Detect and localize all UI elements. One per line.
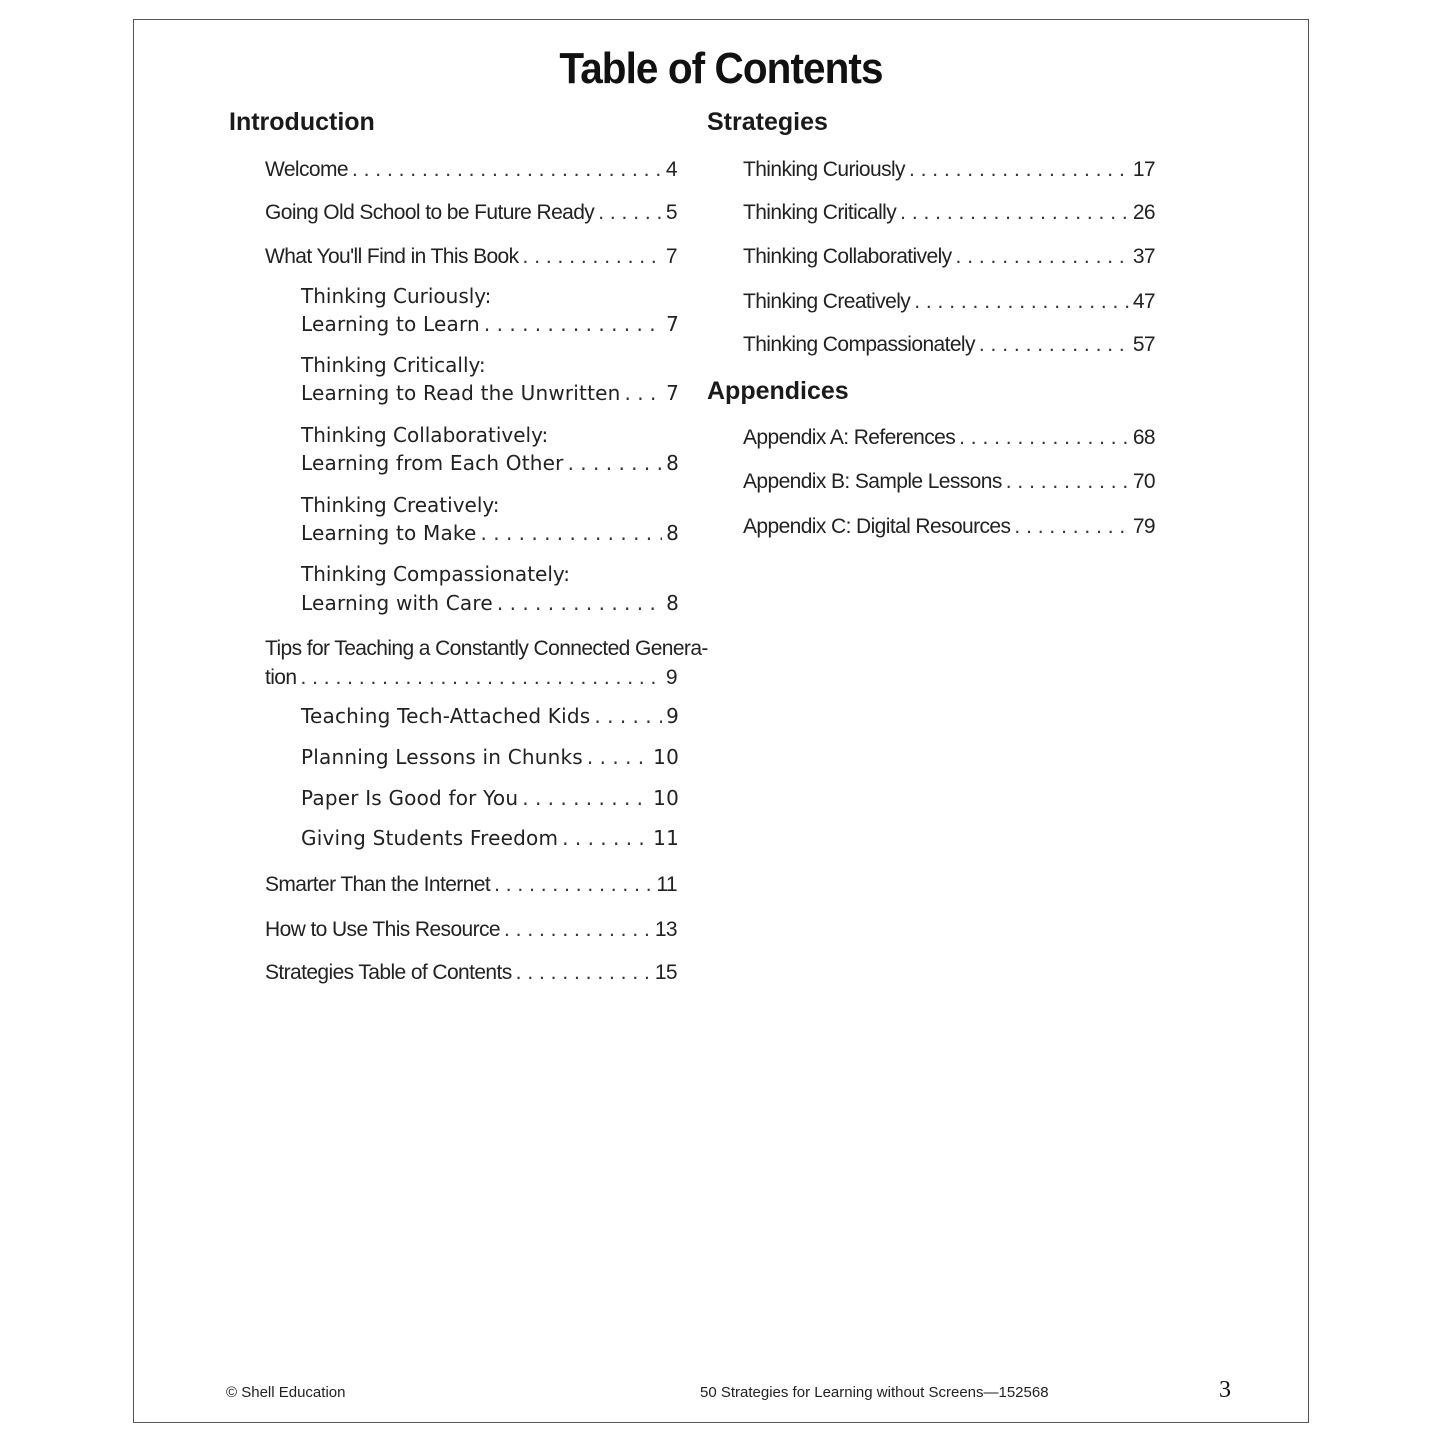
toc-entry-page: 79 [1132,515,1155,538]
toc-entry-welcome[interactable] [265,158,677,182]
footer-book-title: 50 Strategies for Learning without Screens—152568 [700,1384,1049,1401]
toc-entry-page: 9 [666,704,679,728]
toc-entry-old-school[interactable] [265,201,677,225]
dot-leader [594,704,662,728]
dot-leader [959,426,1129,450]
dot-leader [300,666,661,690]
toc-subentry-freedom[interactable] [301,826,679,850]
toc-entry-how-to-use[interactable] [265,918,677,942]
toc-entry-label: Thinking Compassionately [743,333,975,356]
toc-entry-label: Learning to Learn [301,312,480,336]
toc-subentry-creatively-heading: Thinking Creatively: [301,493,500,517]
footer-copyright: © Shell Education [226,1384,346,1401]
toc-entry-label: Going Old School to be Future Ready [265,201,595,224]
toc-entry-label: Teaching Tech-Attached Kids [301,704,591,728]
toc-entry-label: Learning to Read the Unwritten [301,381,621,405]
toc-entry-page: 11 [653,826,679,850]
toc-entry-page: 47 [1132,290,1155,313]
toc-entry-label: Appendix B: Sample Lessons [743,470,1002,493]
document-page [133,19,1309,1423]
toc-entry-page: 11 [656,873,677,896]
toc-entry-strategy-compassionately[interactable] [743,333,1155,357]
dot-leader [979,333,1129,357]
dot-leader [914,290,1129,314]
toc-entry-page: 8 [666,451,679,475]
toc-entry-label: What You'll Find in This Book [265,245,519,268]
toc-entry-page: 17 [1132,158,1155,181]
toc-entry-smarter[interactable] [265,873,677,897]
dot-leader [522,786,649,810]
toc-subentry-compassionately-heading: Thinking Compassionately: [301,562,571,586]
dot-leader [494,873,652,897]
toc-entry-strategy-critically[interactable] [743,201,1155,225]
toc-entry-page: 13 [654,918,677,941]
toc-entry-page: 7 [666,312,679,336]
toc-entry-appendix-a[interactable] [743,426,1155,450]
toc-entry-strategies-toc[interactable] [265,961,677,985]
dot-leader [1006,470,1129,494]
toc-entry-page: 5 [665,201,677,224]
strategies-heading: Strategies [707,108,828,136]
toc-entry-label: Learning to Make [301,521,477,545]
toc-entry-label: Paper Is Good for You [301,786,519,810]
dot-leader [481,521,663,545]
toc-entry-page: 7 [666,381,679,405]
toc-entry-page: 9 [665,666,677,689]
toc-entry-label: Welcome [265,158,348,181]
toc-entry-what-youll-find[interactable] [265,245,677,269]
dot-leader [497,591,662,615]
appendices-heading: Appendices [707,377,849,405]
dot-leader [568,451,662,475]
dot-leader [504,918,651,942]
toc-entry-page: 70 [1132,470,1155,493]
toc-subentry-compassionately[interactable] [301,591,679,615]
toc-entry-tips[interactable] [265,666,677,690]
dot-leader [587,745,649,769]
toc-entry-page: 57 [1132,333,1155,356]
toc-entry-label: Thinking Curiously [743,158,905,181]
toc-entry-appendix-c[interactable] [743,515,1155,539]
toc-subentry-collaboratively-heading: Thinking Collaboratively: [301,423,549,447]
toc-subentry-chunks[interactable] [301,745,679,769]
dot-leader [523,245,662,269]
dot-leader [909,158,1129,182]
toc-entry-page: 15 [654,961,677,984]
toc-subentry-collaboratively[interactable] [301,451,679,475]
toc-entry-label: Appendix C: Digital Resources [743,515,1011,538]
toc-subentry-tech-attached[interactable] [301,704,679,728]
toc-entry-label: Planning Lessons in Chunks [301,745,583,769]
toc-entry-label: Learning from Each Other [301,451,564,475]
toc-entry-label: Thinking Creatively [743,290,911,313]
toc-entry-label: Giving Students Freedom [301,826,559,850]
toc-entry-tips-heading: Tips for Teaching a Constantly Connected Genera- [265,637,708,660]
toc-entry-page: 37 [1132,245,1155,268]
toc-subentry-paper[interactable] [301,786,679,810]
toc-entry-label: tion [265,666,297,689]
toc-entry-label: How to Use This Resource [265,918,500,941]
toc-subentry-curiously-heading: Thinking Curiously: [301,284,492,308]
toc-entry-page: 10 [653,786,679,810]
toc-entry-label: Strategies Table of Contents [265,961,512,984]
toc-entry-page: 26 [1132,201,1155,224]
dot-leader [562,826,649,850]
toc-subentry-critically-heading: Thinking Critically: [301,353,486,377]
toc-entry-label: Thinking Collaboratively [743,245,952,268]
toc-entry-label: Smarter Than the Internet [265,873,491,896]
toc-entry-appendix-b[interactable] [743,470,1155,494]
dot-leader [900,201,1129,225]
dot-leader [956,245,1129,269]
toc-entry-strategy-collaboratively[interactable] [743,245,1155,269]
footer-page-number: 3 [1219,1377,1231,1403]
toc-entry-page: 4 [665,158,677,181]
toc-entry-page: 10 [653,745,679,769]
dot-leader [598,201,662,225]
dot-leader [484,312,662,336]
introduction-heading: Introduction [229,108,375,136]
dot-leader [1014,515,1128,539]
toc-entry-page: 8 [666,521,679,545]
dot-leader [625,381,663,405]
toc-entry-page: 68 [1132,426,1155,449]
toc-subentry-curiously[interactable] [301,312,679,336]
toc-subentry-critically[interactable] [301,381,679,405]
toc-subentry-creatively[interactable] [301,521,679,545]
toc-entry-label: Appendix A: References [743,426,956,449]
page-title: Table of Contents [559,44,883,93]
toc-entry-page: 7 [665,245,677,268]
toc-entry-label: Learning with Care [301,591,493,615]
toc-entry-strategy-curiously[interactable] [743,158,1155,182]
dot-leader [516,961,651,985]
toc-entry-strategy-creatively[interactable] [743,290,1155,314]
toc-entry-label: Thinking Critically [743,201,897,224]
dot-leader [352,158,662,182]
toc-entry-page: 8 [666,591,679,615]
